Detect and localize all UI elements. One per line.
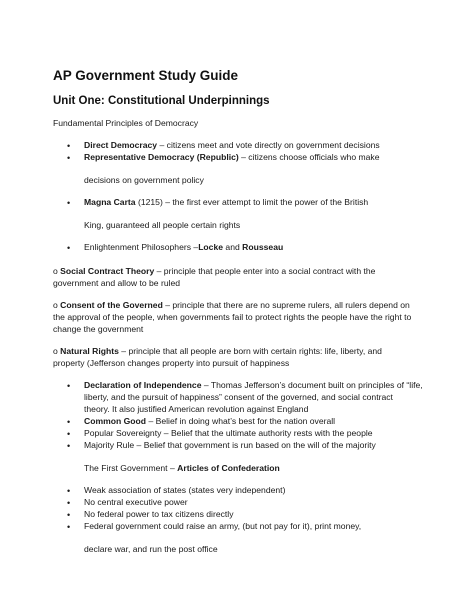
consent-line-2: the approval of the people, when governments fail to protect rights the people have the right to (53, 312, 412, 322)
magna-carta-continuation: King, guaranteed all people certain rights (84, 220, 241, 230)
rep-democracy-item: Representative Democracy (Republic) – citizens choose officials who make (84, 152, 380, 162)
natural-rights-item: o Natural Rights – principle that all people are born with certain rights: life, liberty, and (53, 346, 382, 356)
popular-sovereignty-item: Popular Sovereignty – Belief that the ultimate authority rests with the people (84, 428, 373, 438)
bullet: • (67, 441, 71, 451)
majority-rule-item: Majority Rule – Belief that government is run based on the will of the majority (84, 440, 376, 450)
natural-rights-continuation: property (Jefferson changes property into pursuit of happiness (53, 358, 290, 368)
first-government-heading: The First Government – Articles of Confederation (84, 463, 280, 473)
unit-heading: Unit One: Constitutional Underpinnings (53, 95, 270, 107)
bullet: • (67, 198, 71, 208)
social-contract-continuation: government and allow to be ruled (53, 278, 181, 288)
bullet: • (67, 522, 71, 532)
common-good-item: Common Good – Belief in doing what’s best for the nation overall (84, 416, 336, 426)
articles-item: Federal government could raise an army, (but not pay for it), print money, (84, 521, 362, 531)
articles-item: Weak association of states (states very independent) (84, 485, 286, 495)
bullet: • (67, 429, 71, 439)
direct-democracy-item: Direct Democracy – citizens meet and vote directly on government decisions (84, 140, 380, 150)
declaration-item: Declaration of Independence – Thomas Jefferson’s document built on principles of “life, (84, 380, 423, 390)
bullet: • (67, 498, 71, 508)
bullet: • (67, 243, 71, 253)
bullet: • (67, 381, 71, 391)
bullet: • (67, 417, 71, 427)
rep-democracy-continuation: decisions on government policy (84, 175, 204, 185)
declaration-line-3: theory. It also justified American revolution against England (84, 404, 309, 414)
bullet: • (67, 510, 71, 520)
declaration-line-2: liberty, and the pursuit of happiness” consent of the governed, and social contract (84, 392, 393, 402)
enlightenment-item: Enlightenment Philosophers –Locke and Rousseau (84, 242, 284, 252)
bullet: • (67, 153, 71, 163)
bullet: • (67, 141, 71, 151)
magna-carta-item: Magna Carta (1215) – the first ever attempt to limit the power of the British (84, 197, 369, 207)
section-label: Fundamental Principles of Democracy (53, 118, 199, 128)
social-contract-item: o Social Contract Theory – principle that people enter into a social contract with the (53, 266, 376, 276)
articles-item: No federal power to tax citizens directly (84, 509, 234, 519)
articles-item: No central executive power (84, 497, 188, 507)
consent-line-3: change the government (53, 324, 144, 334)
articles-continuation: declare war, and run the post office (84, 544, 218, 554)
page-title: AP Government Study Guide (53, 68, 239, 83)
bullet: • (67, 486, 71, 496)
consent-item: o Consent of the Governed – principle that there are no supreme rulers, all rulers depend on (53, 300, 410, 310)
